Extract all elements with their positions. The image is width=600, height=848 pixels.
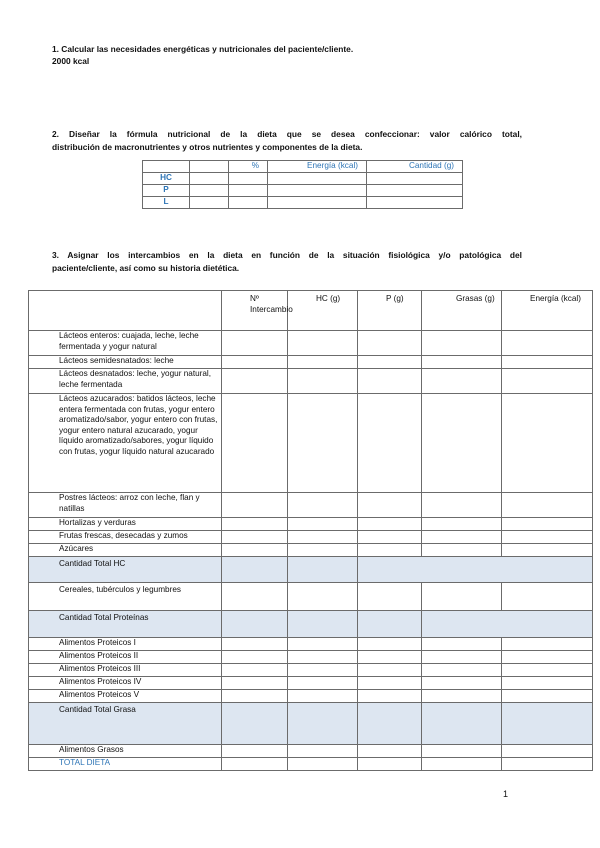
row-label: Lácteos desnatados: leche, yogur natural, leche fermentada	[29, 369, 222, 394]
row-label: Hortalizas y verduras	[29, 518, 222, 531]
table-cell[interactable]	[422, 394, 502, 493]
table-cell[interactable]	[222, 703, 288, 745]
table-cell[interactable]	[367, 197, 463, 209]
table-cell[interactable]	[268, 185, 367, 197]
row-label: Alimentos Proteicos IV	[29, 677, 222, 690]
table-cell[interactable]	[222, 677, 288, 690]
table-row	[29, 544, 593, 557]
table-cell[interactable]	[222, 531, 288, 544]
table-cell[interactable]	[358, 518, 422, 531]
row-label: Lácteos semidesnatados: leche	[29, 356, 222, 369]
table-cell[interactable]	[422, 369, 502, 394]
header-quantity: Cantidad (g)	[367, 161, 463, 173]
table-row	[29, 356, 593, 369]
table-cell[interactable]	[422, 758, 502, 771]
table-cell[interactable]	[502, 394, 593, 493]
row-label: Alimentos Proteicos V	[29, 690, 222, 703]
row-label: Postres lácteos: arroz con leche, flan y natillas	[29, 493, 222, 518]
section3-heading-line2: paciente/cliente, así como su historia dietética.	[52, 263, 240, 273]
table-row	[29, 518, 593, 531]
table-cell[interactable]	[358, 638, 422, 651]
table-cell[interactable]	[502, 369, 593, 394]
table-cell[interactable]	[190, 197, 229, 209]
table-cell[interactable]	[288, 703, 358, 745]
row-label: Alimentos Proteicos I	[29, 638, 222, 651]
row-label: Cantidad Total Proteínas	[29, 611, 222, 638]
table-row	[29, 369, 593, 394]
table-cell[interactable]	[288, 758, 358, 771]
table-row	[143, 197, 463, 209]
table-cell[interactable]	[358, 493, 422, 518]
table-row	[29, 638, 593, 651]
table-cell[interactable]	[422, 331, 502, 356]
table-cell[interactable]	[222, 664, 288, 677]
table-cell[interactable]	[358, 677, 422, 690]
table-cell[interactable]	[288, 557, 358, 583]
table-cell[interactable]	[288, 651, 358, 664]
table-cell[interactable]	[422, 703, 502, 745]
header-hc: HC (g)	[288, 291, 358, 331]
table-row	[29, 583, 593, 611]
table-row	[29, 745, 593, 758]
table-cell[interactable]	[358, 331, 422, 356]
table-cell[interactable]	[190, 173, 229, 185]
table-cell[interactable]	[288, 518, 358, 531]
section1-value: 2000 kcal	[52, 56, 90, 66]
table-cell[interactable]	[502, 531, 593, 544]
table-cell[interactable]	[190, 185, 229, 197]
table-cell[interactable]	[358, 583, 422, 611]
table-row	[29, 394, 593, 493]
table-cell[interactable]	[422, 651, 502, 664]
row-label: TOTAL DIETA	[29, 758, 222, 771]
table-cell[interactable]	[422, 544, 502, 557]
header-energia: Energía (kcal)	[502, 291, 593, 331]
table-cell[interactable]	[502, 758, 593, 771]
section1-heading: 1. Calcular las necesidades energéticas y nutricionales del paciente/cliente.	[52, 44, 354, 54]
table-cell[interactable]	[358, 745, 422, 758]
table-cell[interactable]	[422, 518, 502, 531]
table-cell[interactable]	[288, 677, 358, 690]
header-energy: Energía (kcal)	[268, 161, 367, 173]
header-percent: %	[229, 161, 268, 173]
table-cell[interactable]	[229, 185, 268, 197]
header-cell	[29, 291, 222, 331]
table-cell[interactable]	[222, 493, 288, 518]
exchange-table	[28, 290, 593, 771]
table-header-row	[143, 161, 463, 173]
table-cell[interactable]	[358, 758, 422, 771]
table-cell[interactable]	[288, 369, 358, 394]
table-cell[interactable]	[222, 356, 288, 369]
table-cell[interactable]	[222, 638, 288, 651]
table-cell[interactable]	[288, 544, 358, 557]
table-cell[interactable]	[358, 356, 422, 369]
table-row-total-proteinas	[29, 611, 593, 638]
table-cell[interactable]	[288, 745, 358, 758]
table-cell[interactable]	[358, 394, 422, 493]
table-cell[interactable]	[358, 664, 422, 677]
row-label: Lácteos azucarados: batidos lácteos, leche entera fermentada con frutas, yogur entero aromatizado/sabor, yogur entero con frutas, yogur entero natural azucarado, yogur líquido aromatizado/sabores, yogur líquido con frutas, yogur líquido natural azucarado	[29, 394, 222, 493]
table-cell[interactable]	[222, 557, 288, 583]
table-cell[interactable]	[358, 611, 422, 638]
table-cell[interactable]	[358, 531, 422, 544]
table-cell[interactable]	[222, 583, 288, 611]
table-row	[29, 690, 593, 703]
table-cell[interactable]	[502, 664, 593, 677]
nutrient-formula-table	[142, 160, 463, 209]
table-row	[29, 664, 593, 677]
row-label: Cantidad Total HC	[29, 557, 222, 583]
section2-heading-line2: distribución de macronutrientes y otros nutrientes y componentes de la dieta.	[52, 142, 363, 152]
header-grasas: Grasas (g)	[422, 291, 502, 331]
table-cell[interactable]	[502, 638, 593, 651]
section3-heading-line1: 3. Asignar los intercambios en la dieta en función de la situación fisiológica y/o patológica del	[52, 250, 522, 260]
table-cell[interactable]	[288, 331, 358, 356]
table-row	[29, 531, 593, 544]
table-cell[interactable]	[358, 369, 422, 394]
row-label: Lácteos enteros: cuajada, leche, leche fermentada y yogur natural	[29, 331, 222, 356]
table-cell[interactable]	[229, 173, 268, 185]
table-cell[interactable]	[422, 493, 502, 518]
table-cell[interactable]	[502, 518, 593, 531]
table-row	[143, 173, 463, 185]
table-cell[interactable]	[422, 690, 502, 703]
table-header-row	[29, 291, 593, 331]
row-label: Cereales, tubérculos y legumbres	[29, 583, 222, 611]
table-cell[interactable]	[358, 544, 422, 557]
table-cell[interactable]	[288, 664, 358, 677]
table-cell[interactable]	[358, 703, 422, 745]
table-cell[interactable]	[222, 651, 288, 664]
table-cell-merged[interactable]	[358, 557, 593, 583]
row-label: Cantidad Total Grasa	[29, 703, 222, 745]
table-cell[interactable]	[422, 531, 502, 544]
table-cell[interactable]	[288, 690, 358, 703]
table-cell[interactable]	[502, 651, 593, 664]
row-label-l: L	[143, 197, 190, 209]
table-cell[interactable]	[222, 690, 288, 703]
table-row-total-dieta	[29, 758, 593, 771]
row-label: Alimentos Proteicos II	[29, 651, 222, 664]
table-cell[interactable]	[222, 611, 288, 638]
table-cell[interactable]	[358, 690, 422, 703]
table-cell[interactable]	[268, 197, 367, 209]
table-cell[interactable]	[502, 745, 593, 758]
section2-heading-line1: 2. Diseñar la fórmula nutricional de la dieta que se desea confeccionar: valor calórico total,	[52, 129, 522, 139]
table-row	[29, 493, 593, 518]
table-cell[interactable]	[288, 638, 358, 651]
table-cell[interactable]	[288, 531, 358, 544]
table-cell[interactable]	[358, 651, 422, 664]
table-cell[interactable]	[222, 544, 288, 557]
table-cell[interactable]	[288, 493, 358, 518]
table-cell[interactable]	[367, 173, 463, 185]
table-cell[interactable]	[422, 356, 502, 369]
table-cell[interactable]	[422, 664, 502, 677]
table-cell[interactable]	[502, 703, 593, 745]
table-cell[interactable]	[288, 611, 358, 638]
table-cell[interactable]	[367, 185, 463, 197]
table-cell[interactable]	[502, 331, 593, 356]
table-cell[interactable]	[502, 677, 593, 690]
table-cell[interactable]	[268, 173, 367, 185]
table-cell[interactable]	[502, 493, 593, 518]
table-cell[interactable]	[502, 583, 593, 611]
table-row	[29, 651, 593, 664]
header-cell	[190, 161, 229, 173]
row-label-hc: HC	[143, 173, 190, 185]
row-label: Alimentos Proteicos III	[29, 664, 222, 677]
table-cell-merged[interactable]	[422, 611, 593, 638]
table-cell[interactable]	[288, 394, 358, 493]
table-row	[29, 331, 593, 356]
table-cell[interactable]	[222, 745, 288, 758]
row-label: Frutas frescas, desecadas y zumos	[29, 531, 222, 544]
table-cell[interactable]	[422, 583, 502, 611]
table-cell[interactable]	[502, 544, 593, 557]
table-row	[143, 185, 463, 197]
table-cell[interactable]	[222, 518, 288, 531]
table-cell[interactable]	[502, 356, 593, 369]
table-cell[interactable]	[502, 690, 593, 703]
table-cell[interactable]	[222, 394, 288, 493]
page-number: 1	[503, 789, 509, 799]
header-intercambio: Nº Intercambio	[222, 291, 288, 331]
table-cell[interactable]	[422, 745, 502, 758]
header-cell	[143, 161, 190, 173]
table-row-total-hc	[29, 557, 593, 583]
table-cell[interactable]	[422, 638, 502, 651]
row-label: Azúcares	[29, 544, 222, 557]
table-cell[interactable]	[422, 677, 502, 690]
table-cell[interactable]	[222, 331, 288, 356]
table-cell[interactable]	[288, 356, 358, 369]
table-row-total-grasa	[29, 703, 593, 745]
table-cell[interactable]	[222, 758, 288, 771]
table-row	[29, 677, 593, 690]
header-p: P (g)	[358, 291, 422, 331]
row-label: Alimentos Grasos	[29, 745, 222, 758]
table-cell[interactable]	[288, 583, 358, 611]
table-cell[interactable]	[229, 197, 268, 209]
row-label-p: P	[143, 185, 190, 197]
table-cell[interactable]	[222, 369, 288, 394]
